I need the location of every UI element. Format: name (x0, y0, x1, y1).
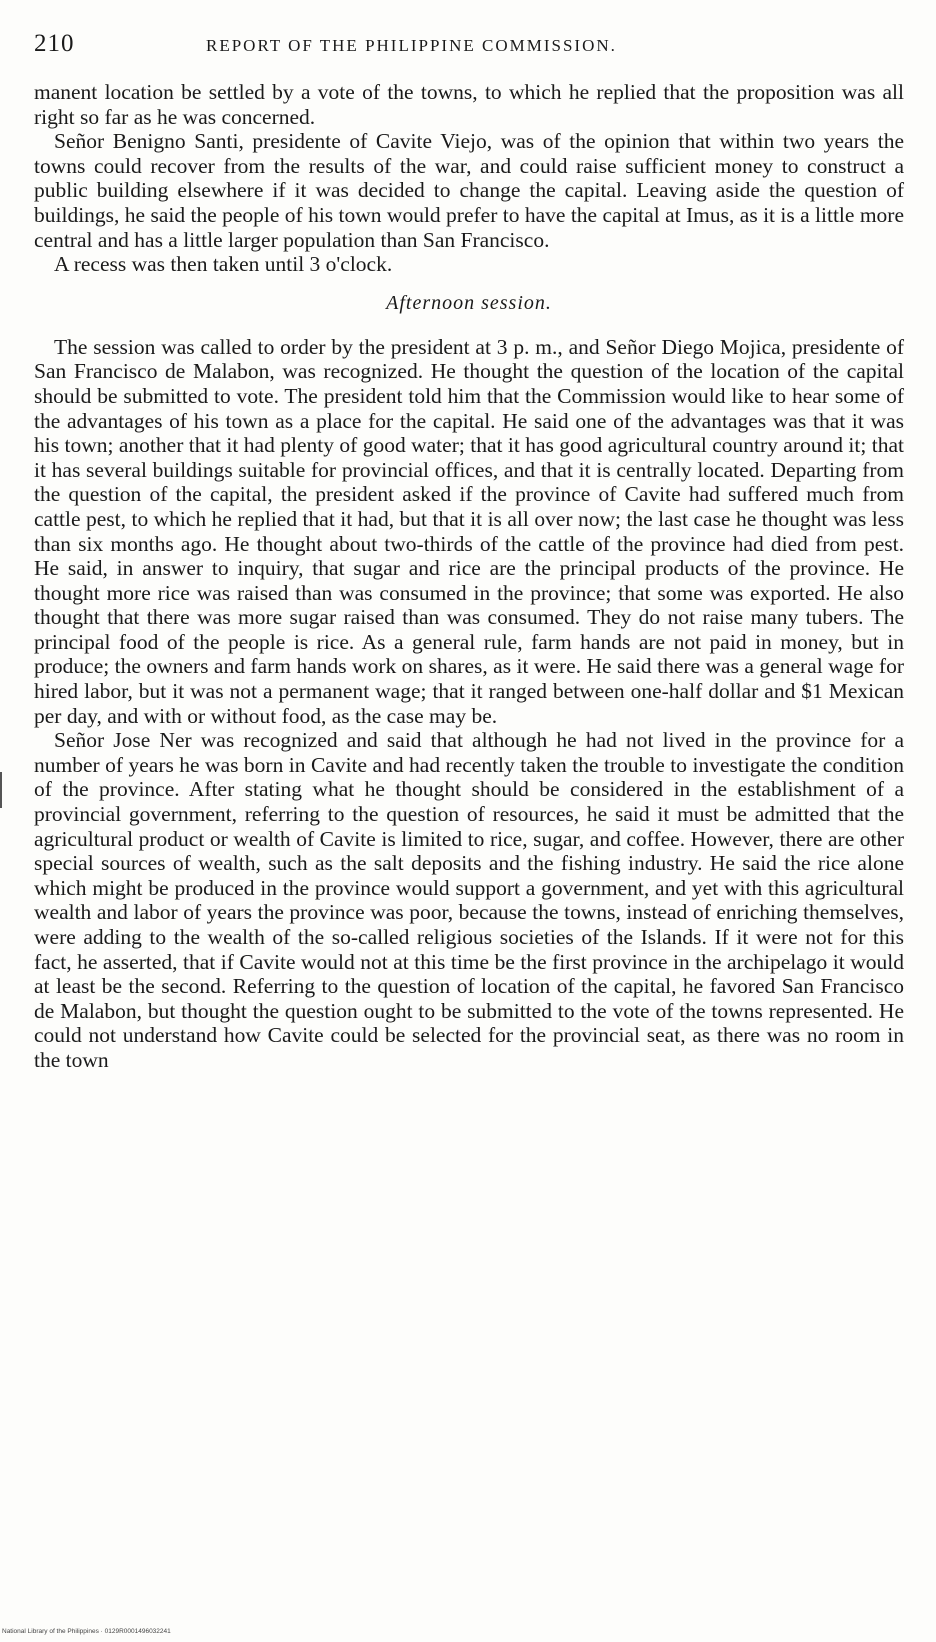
paragraph-recess: A recess was then taken until 3 o'clock. (54, 252, 393, 277)
paragraph-continuation: manent location be settled by a vote of the towns, to which he replied that the proposition was all right so far as he was concerned. (34, 80, 904, 129)
paragraph-benigno-santi: Señor Benigno Santi, presidente of Cavite Viejo, was of the opinion that within two years the towns could recover from the results of the war, and could raise sufficient money to construct a public building elsewhere if it was decided to change the capital. Leaving aside the question of buildings, he said the people of his town would prefer to have the capital at Imus, as it is a little more central and has a little larger population than San Francisco. (34, 129, 904, 252)
paragraph-jose-ner: Señor Jose Ner was recognized and said that although he had not lived in the province for a number of years he was born in Cavite and had recently taken the trouble to investigate the condition of the province. After stating what he thought should be considered in the establishment of a provincial government, referring to the question of resources, he said it must be admitted that the agricultural product or wealth of Cavite is limited to rice, sugar, and coffee. However, there are other special sources of wealth, such as the salt deposits and the fishing industry. He said the rice alone which might be produced in the province would support a government, and yet with this agricultural wealth and labor of years the province was poor, because the towns, instead of enriching themselves, were adding to the wealth of the so-called religious societies of the Islands. If it were not for this fact, he asserted, that if Cavite would not at this time be the first province in the archipelago it would at least be the second. Referring to the question of location of the capital, he favored San Francisco de Malabon, but thought the question ought to be submitted to the vote of the towns represented. He could not understand how Cavite could be selected for the provincial seat, as there was no room in the town (34, 728, 904, 1072)
running-title: REPORT OF THE PHILIPPINE COMMISSION. (206, 36, 617, 55)
page-header (34, 30, 904, 60)
page-body (34, 80, 904, 1073)
scan-edge-mark (0, 772, 2, 808)
footer-stamp: National Library of the Philippines · 0129R0001496032241 (2, 1628, 171, 1635)
paragraph-diego-mojica: The session was called to order by the president at 3 p. m., and Señor Diego Mojica, presidente of San Francisco de Malabon, was recognized. He thought the question of the location of the capital should be submitted to vote. The president told him that the Commission would like to hear some of the advantages of his town as a place for the capital. He said one of the advantages was that it was his town; another that it had plenty of good water; that it has good agricultural country around it; that it has several buildings suitable for provincial offices, and that it is centrally located. Departing from the question of the capital, the president asked if the province of Cavite had suffered much from cattle pest, to which he replied that it had, but that it is all over now; the last case he thought was less than six months ago. He thought about two-thirds of the cattle of the province had died from pest. He said, in answer to inquiry, that sugar and rice are the principal products of the province. He thought more rice was raised than was consumed in the province; that some was exported. He also thought that there was more sugar raised than was consumed. They do not raise many tubers. The principal food of the people is rice. As a general rule, farm hands are not paid in money, but in produce; the owners and farm hands work on shares, as it were. He said there was a general wage for hired labor, but it was not a permanent wage; that it ranged between one-half dollar and $1 Mexican per day, and with or without food, as the case may be. (34, 334, 904, 728)
page-number: 210 (34, 30, 75, 57)
section-title: Afternoon session. (386, 291, 552, 314)
